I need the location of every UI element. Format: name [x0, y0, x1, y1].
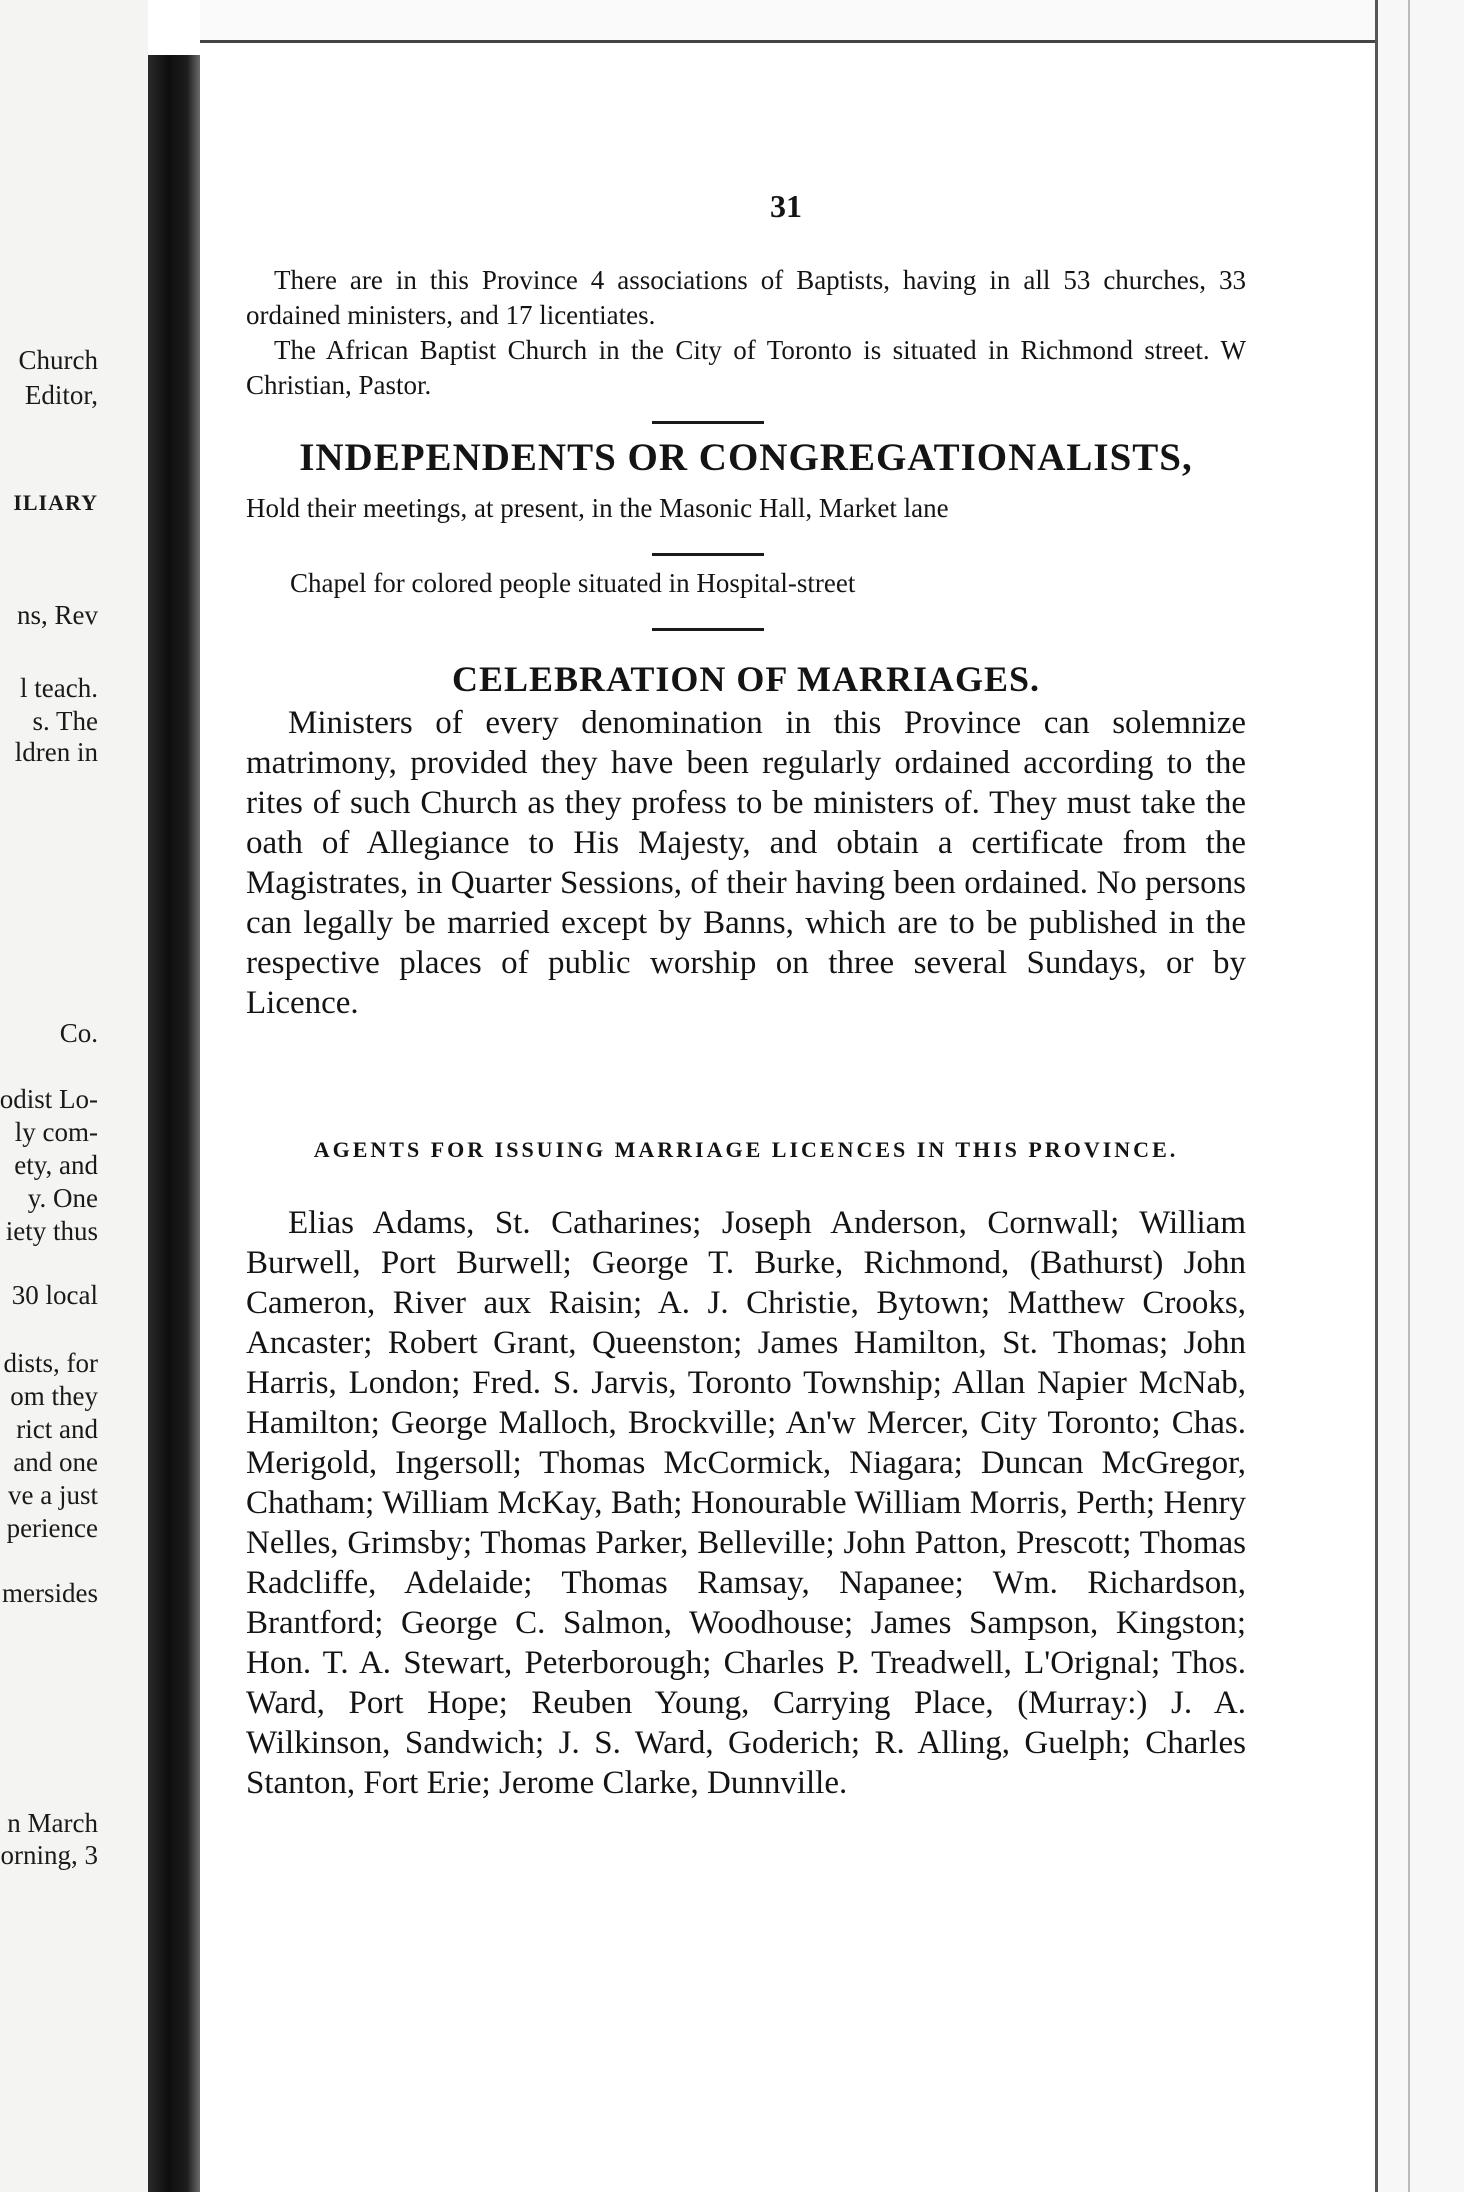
left-page-text: ldren in: [14, 737, 98, 767]
left-page-text: orning, 3: [0, 1840, 98, 1870]
left-page-text: y. One: [27, 1183, 98, 1213]
baptists-paragraph: There are in this Province 4 associations of Baptists, having in all 53 churches, 33 ordained ministers, and 17 licentiates.: [246, 265, 1246, 330]
marriages-section: [246, 703, 1246, 1023]
left-page-text: n March: [7, 1808, 98, 1838]
page-number: 31: [770, 188, 802, 224]
book-page: [200, 43, 1372, 2192]
left-page-text: iety thus: [5, 1216, 98, 1246]
left-page-text: mersides: [2, 1578, 98, 1608]
left-page-text: Editor,: [24, 380, 98, 410]
left-page-text: l teach.: [20, 673, 98, 703]
agents-heading: AGENTS FOR ISSUING MARRIAGE LICENCES IN THIS PROVINCE.: [313, 1137, 1179, 1162]
marriages-heading: CELEBRATION OF MARRIAGES.: [451, 659, 1041, 699]
left-page-text: ve a just: [8, 1480, 98, 1510]
left-page-text: and one: [13, 1447, 98, 1477]
left-page-text: odist Lo-: [0, 1084, 98, 1114]
independents-paragraph: Hold their meetings, at present, in the Masonic Hall, Market lane: [246, 493, 949, 523]
agents-section: [246, 1203, 1246, 1803]
left-page-text: 30 local: [11, 1280, 98, 1310]
left-page-text: ILIARY: [13, 490, 98, 515]
left-page-text: Church: [18, 345, 98, 375]
book-gutter: [148, 55, 200, 2192]
baptists-section: [246, 263, 1246, 403]
page-right-edge: [1375, 0, 1464, 2192]
divider-rule: [652, 421, 764, 424]
left-page-text: s. The: [32, 706, 98, 736]
marriages-paragraph: Ministers of every denomination in this Province can solemnize matrimony, provided they have been regularly ordained according to the rites of such Church as they profess to be ministers of. They must take the oath of Allegiance to His Majesty, and obtain a certificate from the Magistrates, in Quarter Sessions, of their having been ordained. No persons can legally be married except by Banns, which are to be published in the respective places of public worship on three several Sundays, or by Licence.: [246, 705, 1246, 1021]
divider-rule: [652, 553, 764, 556]
left-page-text: rict and: [16, 1414, 98, 1444]
left-page-text: ety, and: [14, 1150, 98, 1180]
chapel-paragraph: Chapel for colored people situated in Hospital-street: [290, 568, 856, 598]
divider-rule: [652, 628, 764, 631]
agents-list: Elias Adams, St. Catharines; Joseph Anderson, Cornwall; William Burwell, Port Burwell; George T. Burke, Richmond, (Bathurst) John Cameron, River aux Raisin; A. J. Christie, Bytown; Matthew Crooks, Ancaster; Robert Grant, Queenston; James Hamilton, St. Thomas; John Harris, London; Fred. S. Jarvis, Toronto Township; Allan Napier McNab, Hamilton; George Malloch, Brockville; An'w Mercer, City Toronto; Chas. Merigold, Ingersoll; Thomas McCormick, Niagara; Duncan McGregor, Chatham; William McKay, Bath; Honourable William Morris, Perth; Henry Nelles, Grimsby; Thomas Parker, Belleville; John Patton, Prescott; Thomas Radcliffe, Adelaide; Thomas Ramsay, Napanee; Wm. Richardson, Brantford; George C. Salmon, Woodhouse; James Sampson, Kingston; Hon. T. A. Stewart, Peterborough; Charles P. Treadwell, L'Orignal; Thos. Ward, Port Hope; Reuben Young, Carrying Place, (Murray:) J. A. Wilkinson, Sandwich; J. S. Ward, Goderich; R. Alling, Guelph; Charles Stanton, Fort Erie; Jerome Clarke, Dunnville.: [246, 1205, 1246, 1801]
left-page-text: dists, for: [3, 1348, 98, 1378]
left-page-text: ns, Rev: [17, 600, 98, 630]
african-baptist-paragraph: The African Baptist Church in the City of Toronto is situated in Richmond street. W Christian, Pastor.: [246, 335, 1246, 400]
left-page-text: perience: [6, 1513, 98, 1543]
page-top-edge: [200, 0, 1380, 43]
left-page-fragment: [0, 0, 148, 2192]
left-page-text: om they: [10, 1381, 98, 1411]
left-page-text: Co.: [59, 1018, 98, 1048]
independents-heading: INDEPENDENTS OR CONGREGATIONALISTS,: [299, 436, 1193, 479]
left-page-text: ly com-: [14, 1117, 98, 1147]
